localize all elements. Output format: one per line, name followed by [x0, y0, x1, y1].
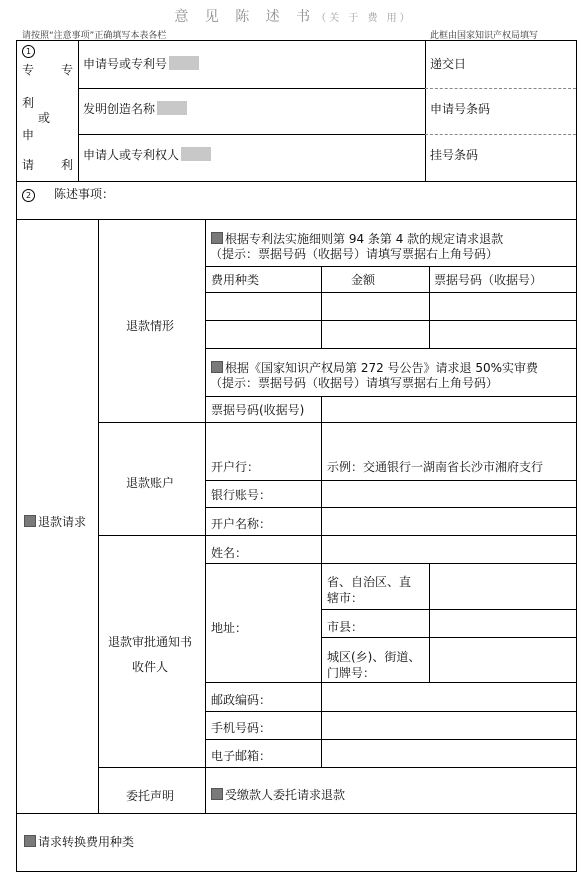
fee-type-header: 费用种类	[211, 273, 260, 287]
city-input[interactable]	[430, 610, 575, 636]
title-text: 意 见 陈 述 书	[174, 9, 317, 25]
name-label: 姓名：	[211, 546, 248, 560]
province-input[interactable]	[430, 564, 575, 608]
redacted-value	[157, 101, 187, 115]
form-title	[0, 6, 587, 26]
refund-option-94-label: 根据专利法实施细则第 94 条第 4 款的规定请求退款	[225, 232, 504, 246]
amount-input-1[interactable]	[322, 293, 428, 319]
checkbox-icon	[211, 361, 223, 373]
side-label-line3: 或	[38, 111, 51, 125]
applicant-label: 申请人或专利权人	[83, 148, 180, 162]
province-label-line2: 辖市：	[327, 591, 364, 605]
office-use-note: 此框由国家知识产权局填写	[430, 31, 539, 41]
refund-option-272-label: 根据《国家知识产权局第 272 号公告》请求退 50%实审费	[225, 361, 539, 375]
receipt-number-input-2[interactable]	[430, 321, 575, 347]
refund-option-94-hint: （提示：票据号码（收据号）请填写票据右上角号码）	[210, 247, 499, 261]
receipt-number-input-1[interactable]	[430, 293, 575, 319]
refund-option-272-checkbox[interactable]	[211, 360, 538, 376]
district-label-line2: 门牌号：	[327, 666, 376, 680]
account-name-input[interactable]	[322, 508, 575, 534]
recipient-label-line1: 退款审批通知书	[108, 635, 193, 649]
email-input[interactable]	[322, 740, 575, 766]
application-barcode-label: 申请号条码	[430, 102, 491, 116]
receipt-number-input[interactable]	[322, 397, 575, 421]
fee-type-input-2[interactable]	[206, 321, 320, 347]
checkbox-icon	[211, 788, 223, 800]
redacted-value	[169, 56, 199, 70]
receipt-number-header: 票据号码（收据号）	[434, 273, 543, 287]
submission-date-label: 递交日	[430, 57, 467, 71]
refund-account-label: 退款账户	[126, 476, 175, 490]
section-1-marker: 1	[22, 42, 35, 58]
entrust-label: 委托声明	[126, 789, 175, 803]
account-name-label: 开户名称：	[211, 517, 272, 531]
mobile-label: 手机号码：	[211, 721, 272, 735]
address-label: 地址：	[211, 621, 248, 635]
application-number-field[interactable]	[83, 56, 199, 72]
bank-example[interactable]: 示例：交通银行一湖南省长沙市湘府支行	[327, 460, 544, 474]
refund-option-94-checkbox[interactable]	[211, 231, 503, 247]
refund-request-checkbox[interactable]	[24, 514, 86, 530]
recipient-label-line2: 收件人	[132, 660, 169, 674]
mobile-input[interactable]	[322, 712, 575, 738]
postcode-label: 邮政编码：	[211, 693, 272, 707]
postcode-input[interactable]	[322, 683, 575, 710]
redacted-value	[181, 147, 211, 161]
invention-name-label: 发明创造名称	[83, 102, 156, 116]
checkbox-icon	[24, 515, 36, 527]
refund-request-label: 退款请求	[38, 515, 87, 529]
district-label-line1: 城区(乡)、街道、	[327, 650, 421, 664]
account-number-label: 银行账号：	[211, 488, 272, 502]
email-label: 电子邮箱：	[211, 749, 272, 763]
name-input[interactable]	[322, 536, 575, 562]
fee-type-input-1[interactable]	[206, 293, 320, 319]
checkbox-icon	[24, 835, 36, 847]
subtitle-text: （关 于 费 用）	[316, 13, 413, 24]
district-input[interactable]	[430, 638, 575, 681]
instruction-note: 请按照“注意事项”正确填写本表各栏	[22, 31, 167, 41]
account-number-input[interactable]	[322, 481, 575, 506]
receipt-number-label: 票据号码(收据号)	[211, 403, 305, 417]
bank-label: 开户行：	[211, 460, 260, 474]
refund-option-272-hint: （提示：票据号码（收据号）请填写票据右上角号码）	[210, 376, 499, 390]
checkbox-icon	[211, 232, 223, 244]
entrust-option-label: 受缴款人委托请求退款	[225, 788, 346, 802]
side-label-line1: 专 专	[22, 63, 75, 77]
side-label-line5: 请 利	[22, 158, 75, 172]
invention-name-field[interactable]	[83, 101, 187, 117]
amount-header: 金额	[351, 273, 376, 287]
city-label: 市县：	[327, 620, 364, 634]
application-number-label: 申请号或专利号	[83, 57, 168, 71]
side-label-line2: 利	[22, 96, 35, 110]
applicant-field[interactable]	[83, 147, 211, 163]
statement-label: 陈述事项：	[54, 187, 115, 201]
registered-barcode-label: 挂号条码	[430, 148, 479, 162]
refund-situation-label: 退款情形	[126, 319, 175, 333]
province-label-line1: 省、自治区、直	[327, 575, 412, 589]
fee-conversion-label: 请求转换费用种类	[38, 835, 135, 849]
fee-conversion-checkbox[interactable]	[24, 834, 134, 850]
side-label-line4: 申	[22, 128, 35, 142]
entrust-checkbox[interactable]	[211, 787, 345, 803]
amount-input-2[interactable]	[322, 321, 428, 347]
section-2-marker: 2	[22, 186, 35, 202]
